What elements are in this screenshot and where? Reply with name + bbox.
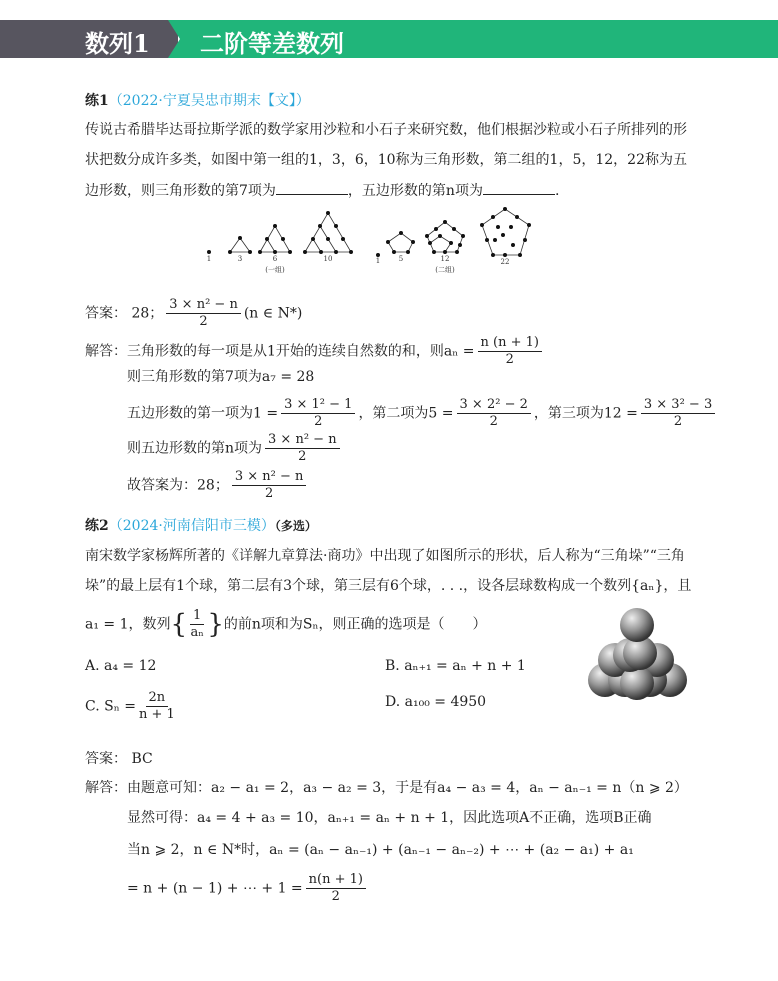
text: 五边形数的第一项为1 = [127,405,279,422]
text: 由题意可知：a₂ − a₁ = 2，a₃ − a₂ = 3，于是有a₄ − a₃ = 4，aₙ − aₙ₋₁ = n（n ⩾ 2） [127,780,688,796]
sol-line [127,432,343,465]
fig-caption: (一组) [265,266,285,274]
den: 2 [264,486,274,501]
solution-label: 解答： [85,343,127,360]
fraction [306,872,366,905]
num: 1 [190,608,204,625]
num: 3 × 2² − 2 [457,397,531,414]
q2-tag: （多选） [274,519,317,533]
fig-label: 22 [500,258,510,266]
num: 3 × 3² − 3 [641,397,715,414]
q2-label: 练2 [85,518,109,534]
fig-label: 3 [237,255,243,263]
answer-tail: (n ∈ N*) [243,305,303,322]
q2-line: 南宋数学家杨辉所著的《详解九章算法·商功》中出现了如图所示的形状，后人称为“三角垛”“三角 [85,548,685,564]
num: n(n + 1) [306,872,366,889]
option-c [85,690,178,723]
q2-heading [85,516,317,536]
den: 2 [314,414,323,429]
option-d: D. a₁₀₀ = 4950 [385,694,487,710]
den: 2 [489,414,498,429]
answer: BC [131,751,153,767]
blank-2 [483,180,555,195]
num: 3 × 1² − 1 [281,397,355,414]
den: n + 1 [138,707,175,722]
option-a: A. a₄ = 12 [85,658,157,674]
fig-caption: (二组) [435,266,455,274]
solution-label: 解答： [85,780,127,796]
q1-line: 传说古希腊毕达哥拉斯学派的数学家用沙粒和小石子来研究数，他们根据沙粒或小石子所排列的形 [85,122,687,138]
text: a₁ = 1，数列 [85,616,171,633]
fraction [166,297,241,330]
den: 2 [199,314,208,329]
text: 故答案为：28； [127,477,229,494]
text: = n + (n − 1) + ⋯ + 1 = [127,880,303,897]
fig-label: 12 [440,255,450,263]
section-title: 二阶等差数列 [200,29,344,58]
den: 2 [673,414,683,429]
fig-label: 1 [375,257,381,265]
num: 3 × n² − n [265,432,340,449]
sol-line: 显然可得：a₄ = 4 + a₃ = 10，aₙ₊₁ = aₙ + n + 1，因此选项A不正确，选项B正确 [127,810,652,826]
fig-label: 1 [206,255,212,263]
den: 2 [298,449,307,464]
section-label: 数列1 [85,29,150,58]
text: . [554,183,560,199]
fraction [641,397,715,430]
fraction [190,608,204,641]
num: 3 × n² − n [232,469,307,486]
section-header [0,20,778,58]
q1-line: 状把数分成许多类，如图中第一组的1，3，6，10称为三角形数，第二组的1，5，12，22称为五 [85,152,687,168]
text: C. Sₙ = [85,698,136,715]
fraction [457,397,531,430]
fraction [232,469,307,502]
text: ，第二项为5 = [358,405,454,422]
sol-line: 当n ⩾ 2，n ∈ N*时，aₙ = (aₙ − aₙ₋₁) + (aₙ₋₁ − aₙ₋₂) + ⋯ + (a₂ − a₁) + a₁ [127,842,634,858]
ball-pyramid-image [585,605,690,705]
sol-line [127,872,369,905]
text: 的前n项和为Sₙ，则正确的选项是（ ） [223,616,487,633]
q2-line: 垛”的最上层有1个球，第二层有3个球，第三层有6个球，. . .，设各层球数构成一个数列{aₙ}，且 [85,578,692,594]
den: 2 [505,352,514,367]
fig-label: 6 [272,255,278,263]
answer: 28； [131,305,164,322]
q1-answer [85,297,302,330]
text: 边形数，则三角形数的第7项为 [85,183,276,199]
option-b: B. aₙ₊₁ = aₙ + n + 1 [385,658,526,674]
den: 2 [331,889,340,904]
q1-heading [85,91,310,111]
text: ，第三项为12 = [533,405,638,422]
sol-line [127,469,309,502]
text: 三角形数的每一项是从1开始的连续自然数的和，则aₙ = [127,343,475,360]
den: aₙ [190,625,204,640]
q1-solution [85,335,545,368]
answer-label: 答案： [85,305,127,322]
num: 2n [146,690,169,707]
q1-line [85,180,559,201]
q2-source: （2024·河南信阳市三模） [108,518,275,534]
text: 则五边形数的第n项为 [127,440,263,457]
q1-source: （2022·宁夏吴忠市期末【文】） [108,93,310,109]
fraction [478,335,542,368]
fraction [281,397,355,430]
sol-line [127,397,718,430]
q2-line: a₁ = 1，数列{ $\frac{1}{\text{aₙ}}$ }的前n项和为Sₙ，则正确的选项是（ ） [85,608,487,640]
fraction [265,432,340,465]
blank-1 [276,180,348,195]
text: ，五边形数的第n项为 [347,183,483,199]
num: n (n + 1) [478,335,542,352]
q2-answer [85,749,153,769]
answer-label: 答案： [85,751,127,767]
figurate-numbers-figure [195,205,535,280]
fig-label: 5 [398,255,404,263]
fraction [139,690,175,723]
q1-label: 练1 [85,93,109,109]
num: 3 × n² − n [166,297,241,314]
q2-solution [85,778,688,798]
fig-label: 10 [323,255,333,263]
sol-line: 则三角形数的第7项为a₇ = 28 [127,369,315,385]
